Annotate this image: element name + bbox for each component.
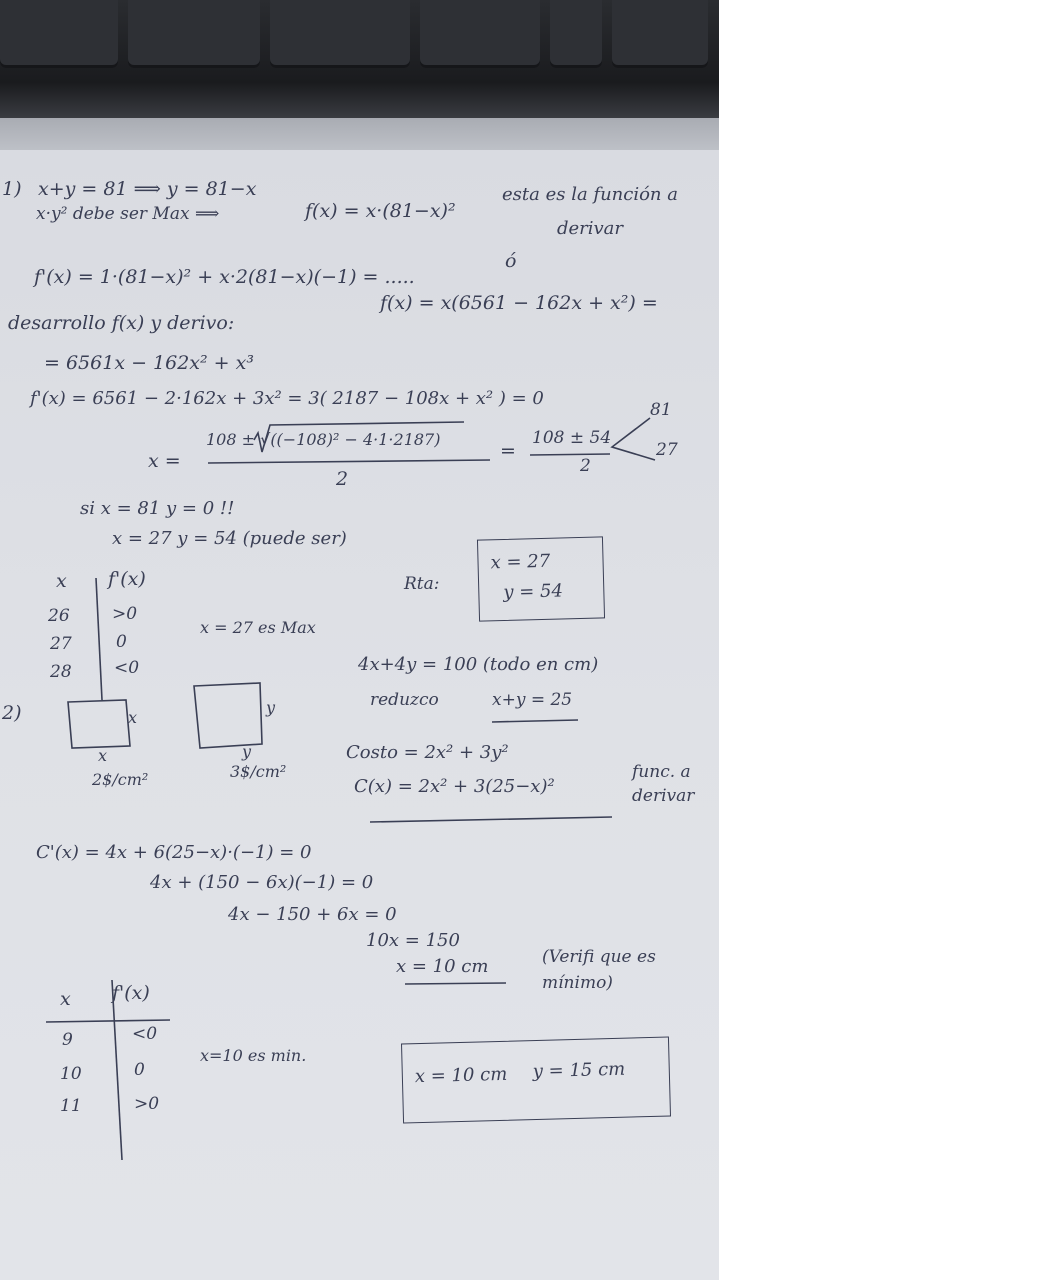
table-divider [96, 578, 102, 700]
table1-header-x: x [56, 570, 67, 592]
underline [405, 983, 506, 984]
case-x-81: si x = 81 y = 0 !! [80, 498, 235, 519]
table2-row-x: 9 [62, 1030, 73, 1050]
square2-bottom: y [242, 742, 252, 761]
table2-note: x=10 es min. [200, 1046, 307, 1065]
fraction-bar [530, 454, 610, 455]
cost-expression: Costo = 2x² + 3y² [346, 742, 509, 763]
derivative-step-4: 10x = 150 [366, 930, 460, 951]
table2-header-x: x [60, 988, 71, 1010]
derivative-step-2: 4x + (150 − 6x)(−1) = 0 [150, 872, 374, 893]
case-x-27: x = 27 y = 54 (puede ser) [112, 528, 347, 549]
quadratic-denominator: 2 [336, 468, 349, 490]
problem-1-number: 1) [2, 178, 22, 200]
table1-row-x: 26 [48, 606, 70, 626]
reduce-label: reduzco [370, 690, 439, 710]
table1-row-x: 27 [50, 634, 72, 654]
reduced-equation: x+y = 25 [492, 690, 573, 710]
derivative-expanded: f'(x) = 6561 − 2·162x + 3x² = 3( 2187 − 108x + x² ) = 0 [30, 388, 544, 409]
objective-line: x·y² debe ser Max ⟹ [36, 204, 220, 224]
develop-label: desarrollo f(x) y derivo: [8, 312, 235, 334]
root-27: 27 [656, 440, 678, 460]
root-81: 81 [650, 400, 672, 420]
table2-header-f: f'(x) [112, 982, 150, 1004]
square1-price: 2$/cm² [92, 770, 149, 789]
answer2-y: y = 15 cm [532, 1058, 626, 1083]
table2-row-f: 0 [134, 1060, 145, 1080]
underline [492, 720, 578, 722]
cost-function-note: func. a derivar [632, 762, 695, 806]
table1-row-x: 28 [50, 662, 72, 682]
square2-price: 3$/cm² [230, 762, 287, 781]
table1-header-f: f'(x) [108, 568, 146, 590]
underline [370, 817, 612, 822]
table1-row-f: 0 [116, 632, 127, 652]
answer2-x: x = 10 cm [414, 1063, 508, 1088]
answer1-box [477, 536, 605, 621]
table1-note: x = 27 es Max [200, 618, 316, 637]
square-x [68, 700, 130, 748]
quadratic-numerator: 108 ± √((−108)² − 4·1·2187) [206, 430, 441, 449]
result-denominator: 2 [580, 456, 591, 476]
derivative-step-5: x = 10 cm [396, 956, 489, 977]
square1-side: x [128, 708, 138, 727]
square-y [194, 683, 262, 748]
develop-expression: f(x) = x(6561 − 162x + x²) = [380, 292, 658, 314]
table-divider [112, 980, 122, 1160]
table-rule [46, 1020, 170, 1022]
derivative-step-1: C'(x) = 4x + 6(25−x)·(−1) = 0 [36, 842, 312, 863]
table2-row-f: <0 [132, 1024, 158, 1044]
answer2-box [401, 1037, 671, 1124]
derivative-product-rule: f'(x) = 1·(81−x)² + x·2(81−x)(−1) = ..... [34, 266, 415, 288]
branch-mark [612, 418, 655, 460]
function-note: esta es la función a derivar [502, 184, 678, 239]
square2-side: y [266, 698, 276, 717]
cost-function: C(x) = 2x² + 3(25−x)² [354, 776, 555, 797]
table2-row-f: >0 [134, 1094, 160, 1114]
table1-row-f: <0 [114, 658, 140, 678]
expanded-function: = 6561x − 162x² + x³ [44, 352, 254, 374]
verify-note: (Verifi que es mínimo) [542, 947, 656, 993]
result-numerator: 108 ± 54 [532, 428, 612, 448]
quadratic-lhs: x = [148, 450, 181, 472]
constraint-line: x+y = 81 ⟹ y = 81−x [38, 178, 257, 200]
answer1-x: x = 27 [490, 550, 551, 574]
derivative-step-3: 4x − 150 + 6x = 0 [228, 904, 397, 925]
table2-row-x: 11 [60, 1096, 82, 1116]
function-definition: f(x) = x·(81−x)² [305, 200, 456, 222]
perimeter-equation: 4x+4y = 100 (todo en cm) [358, 654, 599, 675]
answer1-label: Rta: [404, 574, 440, 594]
table2-row-x: 10 [60, 1064, 82, 1084]
table1-row-f: >0 [112, 604, 138, 624]
fraction-bar [208, 460, 490, 463]
problem-2-number: 2) [2, 702, 22, 724]
square1-bottom: x [98, 746, 108, 765]
quadratic-equals: = [500, 440, 516, 462]
or-label: ó [505, 250, 517, 272]
answer1-y: y = 54 [503, 580, 564, 603]
